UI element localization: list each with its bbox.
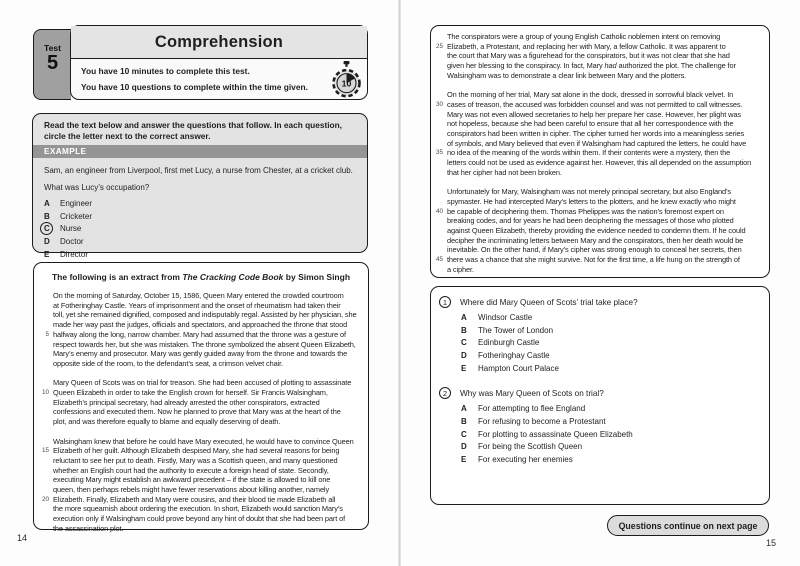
extract-line-text: made her way past the judges, officials and spectators, and approached the throne that stood: [53, 320, 348, 330]
questions-continue-note: Questions continue on next page: [607, 515, 769, 536]
extract-line-row: [433, 216, 764, 226]
extract-line-row: [39, 320, 363, 330]
extract-line-row: [433, 90, 764, 100]
line-number: [39, 407, 53, 417]
extract-line-row: [39, 310, 363, 320]
page-gutter: [398, 0, 401, 566]
line-number: [39, 485, 53, 495]
line-number: [39, 504, 53, 514]
option-letter: E: [461, 363, 467, 373]
extract-line-text: toll, yet she remained dignified, composed and indisputably regal. Assisted by her physician, she: [53, 310, 357, 320]
example-body: [33, 158, 367, 260]
line-number: 20: [41, 495, 49, 503]
extract-line-text: The conspirators were a group of young English Catholic noblemen intent on removing: [447, 32, 721, 41]
extract-line-row: [433, 226, 764, 236]
extract-line-row: [39, 485, 363, 495]
extract-text-continued: [433, 32, 764, 275]
option-letter: B: [461, 416, 467, 426]
extract-line-row: [433, 158, 764, 168]
line-number: [39, 524, 53, 534]
line-number: [39, 398, 53, 408]
extract-line-row: [433, 148, 764, 158]
extract-line-text: not hopeless, because she had been careful to ensure that all her correspondence with the: [447, 119, 734, 129]
test-info-panel: [71, 59, 367, 99]
question-text: Where did Mary Queen of Scots’ trial take place?: [460, 297, 638, 307]
extract-line-text: be capable of deciphering them. Thomas Phelippes was the nation’s foremost expert on: [447, 206, 724, 216]
extract-line-row: [39, 475, 363, 485]
line-number: [433, 236, 447, 246]
extract-line-text: the more squeamish about ordering the execution. In short, Elizabeth would sanction Mary’s: [53, 504, 343, 514]
extract-line-row: [39, 359, 363, 369]
line-number: [433, 197, 447, 207]
option-letter: A: [461, 404, 467, 414]
test-label: Test: [43, 43, 62, 53]
line-number: [433, 119, 447, 129]
option-text: For attempting to flee England: [478, 404, 586, 414]
page-number-left: 14: [17, 533, 28, 543]
extract-line-text: decipher the incriminating letters between Mary and the conspirators, then her death would be: [447, 235, 744, 245]
time-info: You have 10 minutes to complete this test.: [81, 66, 250, 76]
option-text: Hampton Court Palace: [478, 363, 559, 373]
extract-line-text: halfway along the long, narrow chamber. Mary had assumed that the throne was a gesture of: [53, 329, 346, 339]
extract-line-text: Elizabeth of her guilt. Although Elizabeth despised Mary, she had several reasons for being: [53, 446, 340, 456]
extract-box: [33, 262, 369, 533]
line-number: [433, 129, 447, 139]
option-text: For executing her enemies: [478, 455, 573, 465]
extract-line-row: [433, 207, 764, 217]
extract-line-row: [39, 388, 363, 398]
option-text: Windsor Castle: [478, 312, 533, 322]
option-letter: C: [461, 429, 467, 439]
extract-paragraph: [39, 437, 363, 534]
option-text: Engineer: [60, 199, 93, 209]
line-number: 30: [435, 100, 443, 108]
extract-line-row: [433, 61, 764, 71]
line-number: 40: [435, 207, 443, 215]
extract-line-row: [433, 139, 764, 149]
option-text: Cricketer: [60, 211, 93, 221]
extract-title: The following is an extract from The Cracking Code Book by Simon Singh: [51, 272, 351, 282]
answer-option: [461, 362, 761, 375]
extract-line-text: letters could not be used as evidence against her. However, this all depended on the assumption: [447, 158, 752, 168]
example-option: [44, 210, 356, 223]
extract-line-row: [39, 340, 363, 350]
line-number: 15: [41, 447, 49, 455]
extract-line-text: no idea of the meaning of the words within them. If their contents were a mystery, then the: [447, 148, 731, 158]
line-number: [433, 187, 447, 197]
extract-line-row: [433, 236, 764, 246]
line-number: [433, 216, 447, 226]
answer-option: [461, 453, 761, 466]
question-options: [439, 311, 761, 374]
extract-line-row: [433, 265, 764, 275]
extract-line-row: [433, 187, 764, 197]
option-letter: D: [461, 442, 467, 452]
line-number: [433, 158, 447, 168]
example-option: [44, 223, 356, 236]
line-number: [433, 110, 447, 120]
extract-line-text: confessions and executed them. Now he planned to prove that Mary was at the heart of the: [53, 407, 341, 417]
extract-paragraph: [433, 187, 764, 274]
extract-line-text: the court that Mary was a figurehead for the conspirators, but it was not clear that she had: [447, 51, 730, 61]
answer-option: [461, 336, 761, 349]
line-number: 35: [435, 149, 443, 157]
extract-paragraph: [39, 378, 363, 427]
option-text: Doctor: [60, 237, 84, 247]
extract-line-text: Walsingham knew that before he could have Mary executed, he would have to convince Queen: [53, 436, 354, 446]
extract-paragraph: [39, 291, 363, 369]
line-number: [433, 168, 447, 178]
question-header: [439, 387, 761, 399]
answer-option: [461, 428, 761, 441]
extract-line-text: Elizabeth, a Protestant, and replacing her with Mary, a fellow Catholic. It was apparent to: [447, 41, 726, 51]
option-letter: D: [461, 350, 467, 360]
extract-line-row: [39, 417, 363, 427]
timer-value: 10: [341, 78, 352, 89]
answer-option: [461, 415, 761, 428]
option-text: For plotting to assassinate Queen Elizabeth: [478, 429, 633, 439]
answer-option: [461, 402, 761, 415]
extract-line-text: there was a chance that she might survive. Not for the first time, a life hung on the strength of: [447, 255, 740, 265]
answer-option: [461, 311, 761, 324]
test-instructions: Read the text below and answer the questions that follow. In each question, circle the letter next to the correct answer.: [44, 120, 342, 141]
line-number: [39, 340, 53, 350]
extract-line-row: [433, 168, 764, 178]
extract-line-text: plot, and was therefore equally to blame and equally deserving of death.: [53, 417, 281, 427]
extract-line-text: queen, then perhaps rebels might have fewer reservations about killing another, namely: [53, 485, 330, 495]
option-letter: A: [461, 312, 467, 322]
extract-line-text: the assassination plot.: [53, 523, 124, 533]
extract-line-text: reluctant to see her put to death. Firstly, Mary was a Scottish queen, and many questioned: [53, 455, 338, 465]
extract-line-row: [39, 456, 363, 466]
line-number: [39, 417, 53, 427]
line-number: [39, 378, 53, 388]
extract-line-text: Mary Queen of Scots was on trial for treason. She had been accused of plotting to assassinate: [53, 378, 352, 388]
extract-line-text: Mary was not even allowed secretaries to help her prepare her case. However, her plight was: [447, 109, 741, 119]
extract-line-row: [39, 398, 363, 408]
test-number: 5: [46, 52, 59, 74]
extract-line-row: [39, 446, 363, 456]
example-question: What was Lucy’s occupation?: [44, 183, 150, 193]
line-number: [39, 456, 53, 466]
option-text: Nurse: [60, 224, 82, 234]
answer-option: [461, 324, 761, 337]
extract-line-text: Queen Elizabeth in order to take the English crown for herself. Sir Francis Walsingham,: [53, 388, 328, 398]
stopwatch-icon: [330, 60, 363, 104]
line-number: [433, 71, 447, 81]
extract-line-row: [39, 301, 363, 311]
question-block: [439, 387, 761, 465]
extract-line-row: [39, 514, 363, 524]
option-text: For being the Scottish Queen: [478, 442, 583, 452]
extract-line-row: [433, 42, 764, 52]
option-text: Edinburgh Castle: [478, 338, 540, 348]
line-number: [39, 320, 53, 330]
extract-line-text: conspirators had been written in cipher. The cipher turned her words into a meaningless series: [447, 129, 745, 139]
extract-line-text: Mary’s enemy and prosecutor. Mary was gently guided away from the throne and towards the: [53, 349, 348, 359]
answer-option: [461, 441, 761, 454]
extract-line-text: On the morning of her trial, Mary sat alone in the dock, dressed in sorrowful black velvet. In: [447, 90, 734, 100]
extract-continued-box: [430, 25, 770, 278]
extract-line-row: [39, 378, 363, 388]
question-text: Why was Mary Queen of Scots on trial?: [460, 388, 604, 398]
option-text: Director: [60, 249, 89, 259]
extract-line-row: [39, 504, 363, 514]
extract-line-row: [433, 100, 764, 110]
extract-line-row: [39, 349, 363, 359]
extract-line-row: [39, 524, 363, 534]
line-number: [433, 51, 447, 61]
extract-line-row: [39, 291, 363, 301]
line-number: [433, 61, 447, 71]
line-number: [39, 437, 53, 447]
extract-line-row: [433, 32, 764, 42]
extract-line-text: spymaster. He had intercepted Mary’s letters to the plotters, and he knew exactly who might: [447, 196, 736, 206]
page-number-right: 15: [766, 538, 777, 548]
extract-line-text: that her cipher had not been broken.: [447, 167, 562, 177]
extract-line-text: breaking codes, and for years he had been deciphering the messages of those who plotted: [447, 216, 734, 226]
option-letter: D: [44, 237, 50, 247]
page-title: Comprehension: [71, 26, 367, 59]
example-passage: Sam, an engineer from Liverpool, first met Lucy, a nurse from Chester, at a cricket club.: [44, 166, 353, 176]
example-header: EXAMPLE: [33, 145, 367, 158]
extract-line-row: [433, 129, 764, 139]
line-number: [433, 90, 447, 100]
question-block: [439, 296, 761, 374]
example-option: [44, 235, 356, 248]
line-number: [433, 226, 447, 236]
extract-paragraph: [433, 32, 764, 81]
extract-line-row: [433, 71, 764, 81]
extract-line-text: opposite side of the room, to the defendant’s seat, a crimson velvet chair.: [53, 358, 283, 368]
extract-line-text: Elizabeth’s principal secretary, had already arrested the other conspirators, extracted: [53, 397, 320, 407]
line-number: 25: [435, 42, 443, 50]
line-number: [39, 475, 53, 485]
extract-line-row: [433, 110, 764, 120]
extract-line-text: whether an English court had the authority to execute a foreign head of state. Secondly,: [53, 465, 329, 475]
extract-line-row: [433, 245, 764, 255]
circled-answer-letter: C: [44, 224, 60, 233]
question-number: 2: [439, 387, 451, 399]
extract-line-text: On the morning of Saturday, October 15, 1586, Queen Mary entered the crowded courtroom: [53, 291, 344, 300]
question-count-info: You have 10 questions to complete within the time given.: [81, 82, 308, 92]
extract-line-row: [433, 119, 764, 129]
extract-line-text: given her blessing to the conspiracy. In fact, Mary had authorized the plot. The challenge for: [447, 61, 736, 71]
line-number: [433, 265, 447, 275]
line-number: [39, 291, 53, 301]
line-number: [39, 349, 53, 359]
option-letter: A: [44, 199, 50, 209]
option-text: Fotheringhay Castle: [478, 350, 550, 360]
line-number: 5: [45, 330, 49, 338]
option-letter: E: [461, 455, 467, 465]
extract-line-row: [433, 51, 764, 61]
option-text: For refusing to become a Protestant: [478, 416, 606, 426]
example-option: [44, 197, 356, 210]
extract-line-row: [39, 437, 363, 447]
questions-box: [430, 286, 770, 505]
line-number: [39, 466, 53, 476]
question-options: [439, 402, 761, 465]
line-number: [433, 32, 447, 42]
questions-list: [439, 296, 761, 466]
extract-line-row: [39, 495, 363, 505]
example-option: [44, 248, 356, 261]
extract-text: [39, 291, 363, 534]
line-number: [433, 245, 447, 255]
test-header: [70, 25, 368, 100]
option-letter: E: [44, 249, 50, 259]
question-number: 1: [439, 296, 451, 308]
extract-line-text: Walsingham was to demonstrate a clear link between Mary and the plotters.: [447, 70, 687, 80]
example-options: [44, 197, 356, 260]
extract-line-text: Unfortunately for Mary, Walsingham was not merely principal secretary, but also England’s: [447, 187, 731, 197]
extract-line-text: against Queen Elizabeth, thereby providing the evidence needed to condemn them. If he could: [447, 226, 746, 236]
option-text: The Tower of London: [478, 325, 554, 335]
extract-line-text: respect towards her, but she was mistaken. The throne symbolized the absent Queen Elizabeth,: [53, 339, 356, 349]
extract-line-row: [39, 330, 363, 340]
extract-line-text: a cipher.: [447, 264, 474, 274]
instruction-example-box: [32, 113, 368, 259]
line-number: [39, 301, 53, 311]
extract-line-row: [433, 255, 764, 265]
extract-line-text: Elizabeth. Finally, Elizabeth and Mary were cousins, and their blood tie made Elizabeth all: [53, 494, 336, 504]
extract-line-text: at Fotheringhay Castle. Years of imprisonment and the onset of rheumatism had taken their: [53, 300, 341, 310]
option-letter: C: [461, 338, 467, 348]
extract-line-text: of symbols, and Mary believed that even if Walsingham had captured the letters, he could have: [447, 138, 747, 148]
extract-line-text: cases of treason, the accused was forbidden counsel and was not permitted to call witnesses.: [447, 99, 743, 109]
extract-line-row: [433, 197, 764, 207]
extract-line-row: [39, 466, 363, 476]
line-number: [39, 310, 53, 320]
extract-line-row: [39, 407, 363, 417]
answer-option: [461, 349, 761, 362]
line-number: [39, 514, 53, 524]
extract-paragraph: [433, 90, 764, 177]
extract-line-text: inevitable. On the other hand, if Mary’s cipher was strong enough to conceal her secrets, then: [447, 245, 742, 255]
option-letter: B: [461, 325, 467, 335]
line-number: 45: [435, 256, 443, 264]
extract-line-text: executing Mary might establish an awkward precedent – if the state is allowed to kill one: [53, 475, 331, 485]
line-number: 10: [41, 389, 49, 397]
test-number-tab: [33, 29, 71, 100]
line-number: [39, 359, 53, 369]
question-header: [439, 296, 761, 308]
option-letter: B: [44, 211, 50, 221]
line-number: [433, 139, 447, 149]
extract-line-text: execution only if Walsingham could prove beyond any hint of doubt that she had been part of: [53, 514, 346, 524]
